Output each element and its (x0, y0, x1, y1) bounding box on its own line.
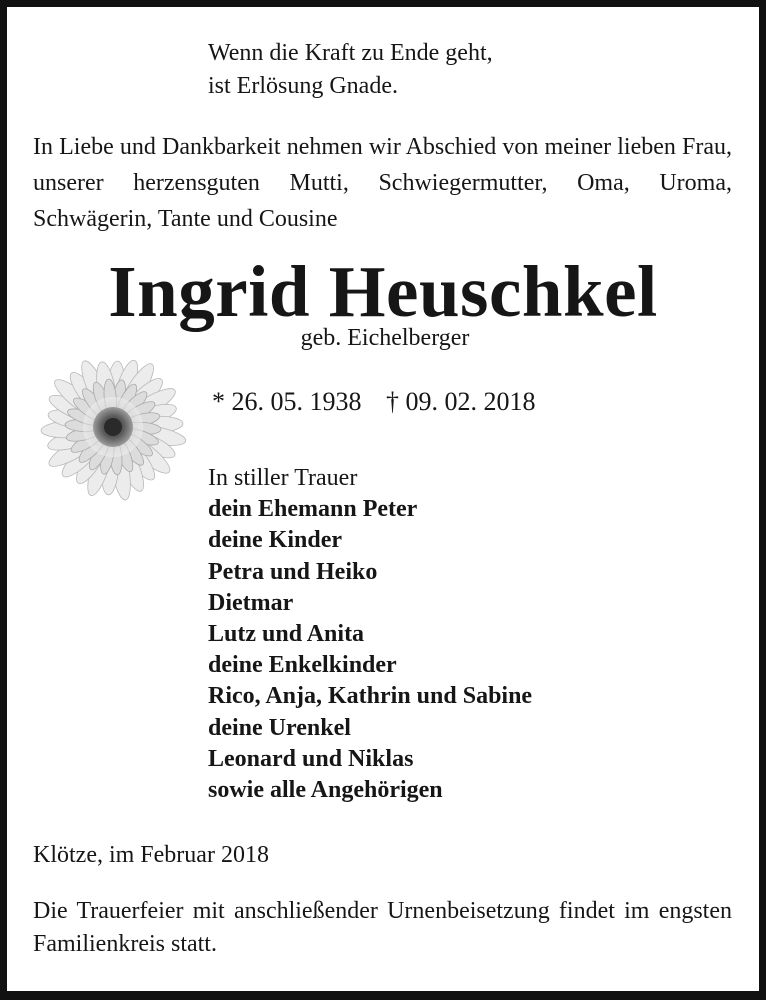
mourner-line: Petra und Heiko (208, 558, 378, 585)
mourner-line: Lutz und Anita (208, 621, 365, 648)
funeral-note: Die Trauerfeier mit anschließender Urnenbeisetzung findet im engsten Familienkreis statt. (33, 898, 732, 957)
mourner-line: dein Ehemann Peter (208, 496, 418, 523)
death-date: † 09. 02. 2018 (386, 387, 536, 416)
mourners-list (208, 463, 532, 806)
motto (208, 37, 493, 103)
mourner-line: deine Enkelkinder (208, 652, 397, 679)
mourner-line: Dietmar (208, 589, 294, 616)
mourner-line: deine Kinder (208, 527, 343, 554)
mourner-line: Leonard und Niklas (208, 745, 414, 772)
deceased-name: Ingrid Heuschkel (108, 251, 658, 332)
mourner-line: deine Urenkel (208, 714, 351, 741)
mourner-line: sowie alle Angehörigen (208, 777, 443, 804)
gerbera-flower-icon (25, 343, 197, 515)
mourning-lead: In stiller Trauer (208, 465, 358, 491)
maiden-name: geb. Eichelberger (300, 325, 470, 351)
life-dates (212, 385, 536, 419)
motto-line-1: Wenn die Kraft zu Ende geht, (208, 40, 493, 66)
place-date: Klötze, im Februar 2018 (33, 842, 269, 868)
motto-line-2: ist Erlösung Gnade. (208, 73, 398, 99)
birth-date: * 26. 05. 1938 (212, 387, 362, 416)
mourner-line: Rico, Anja, Kathrin und Sabine (208, 683, 533, 710)
intro-text: In Liebe und Dankbarkeit nehmen wir Abschied von meiner lieben Frau, unserer herzensguten Mutti, Schwiegermutter, Oma, Uroma, Schwägerin, Tante und Cousine (33, 134, 732, 232)
